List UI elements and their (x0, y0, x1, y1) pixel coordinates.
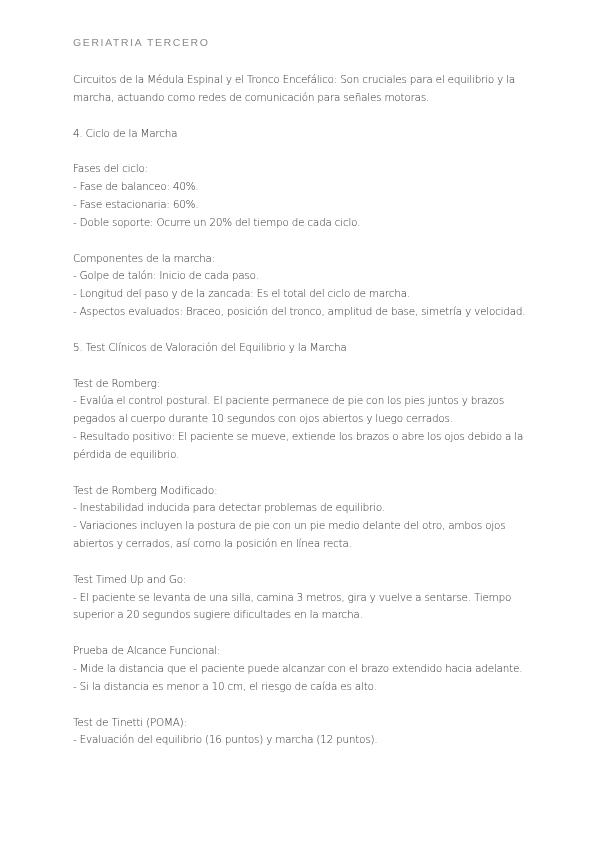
list-item: - Golpe de talón: Inicio de cada paso. (73, 270, 259, 283)
fases-list (73, 161, 533, 232)
list-item: - Longitud del paso y de la zancada: Es el total del ciclo de marcha. (73, 288, 411, 301)
document-body (73, 72, 533, 750)
test-title: Test de Tinetti (POMA): (73, 716, 187, 729)
test-line: abiertos y cerrados, así como la posición en línea recta. (73, 537, 352, 550)
page-header: GERIATRIA TERCERO (73, 37, 210, 49)
timed-up-and-go-test (73, 572, 533, 625)
test-line: - Mide la distancia que el paciente puede alcanzar con el brazo extendido hacia adelante. (73, 662, 523, 675)
romberg-test (73, 376, 533, 465)
section-heading: 5. Test Clínicos de Valoración del Equilibrio y la Marcha (73, 341, 347, 354)
test-line: superior a 20 segundos sugiere dificultades en la marcha. (73, 609, 363, 622)
test-title: Test de Romberg Modificado: (73, 484, 218, 497)
intro-line: marcha, actuando como redes de comunicación para señales motoras. (73, 91, 430, 104)
list-item: - Doble soporte: Ocurre un 20% del tiempo de cada ciclo. (73, 216, 361, 229)
componentes-list (73, 251, 533, 322)
test-line: - Inestabilidad inducida para detectar problemas de equilibrio. (73, 502, 385, 515)
test-line: pegados al cuerpo durante 10 segundos con ojos abiertos y luego cerrados. (73, 413, 453, 426)
test-title: Test Timed Up and Go: (73, 573, 187, 586)
list-item: - Aspectos evaluados: Braceo, posición del tronco, amplitud de base, simetría y velocidad. (73, 305, 526, 318)
romberg-modificado-test (73, 483, 533, 554)
list-item: - Fase de balanceo: 40%. (73, 181, 199, 194)
test-line: pérdida de equilibrio. (73, 448, 180, 461)
test-line: - Resultado positivo: El paciente se mueve, extiende los brazos o abre los ojos debido a la (73, 430, 524, 443)
tinetti-test (73, 715, 533, 751)
test-title: Prueba de Alcance Funcional: (73, 645, 221, 658)
test-line: - Evalúa el control postural. El paciente permanece de pie con los pies juntos y brazos (73, 395, 505, 408)
test-line: - Evaluación del equilibrio (16 puntos) y marcha (12 puntos). (73, 734, 378, 747)
test-line: - Si la distancia es menor a 10 cm, el riesgo de caída es alto. (73, 680, 377, 693)
section-heading: 4. Ciclo de la Marcha (73, 127, 178, 140)
test-line: - Variaciones incluyen la postura de pie con un pie medio delante del otro, ambos ojos (73, 520, 506, 533)
test-title: Test de Romberg: (73, 377, 160, 390)
list-item: - Fase estacionaria: 60%. (73, 198, 199, 211)
list-title: Fases del ciclo: (73, 163, 148, 176)
intro-paragraph (73, 72, 533, 108)
alcance-funcional-test (73, 643, 533, 696)
test-line: - El paciente se levanta de una silla, camina 3 metros, gira y vuelve a sentarse. Tiempo (73, 591, 512, 604)
intro-line: Circuitos de la Médula Espinal y el Tronco Encefálico: Son cruciales para el equilibrio y la (73, 74, 516, 86)
list-title: Componentes de la marcha: (73, 252, 215, 265)
